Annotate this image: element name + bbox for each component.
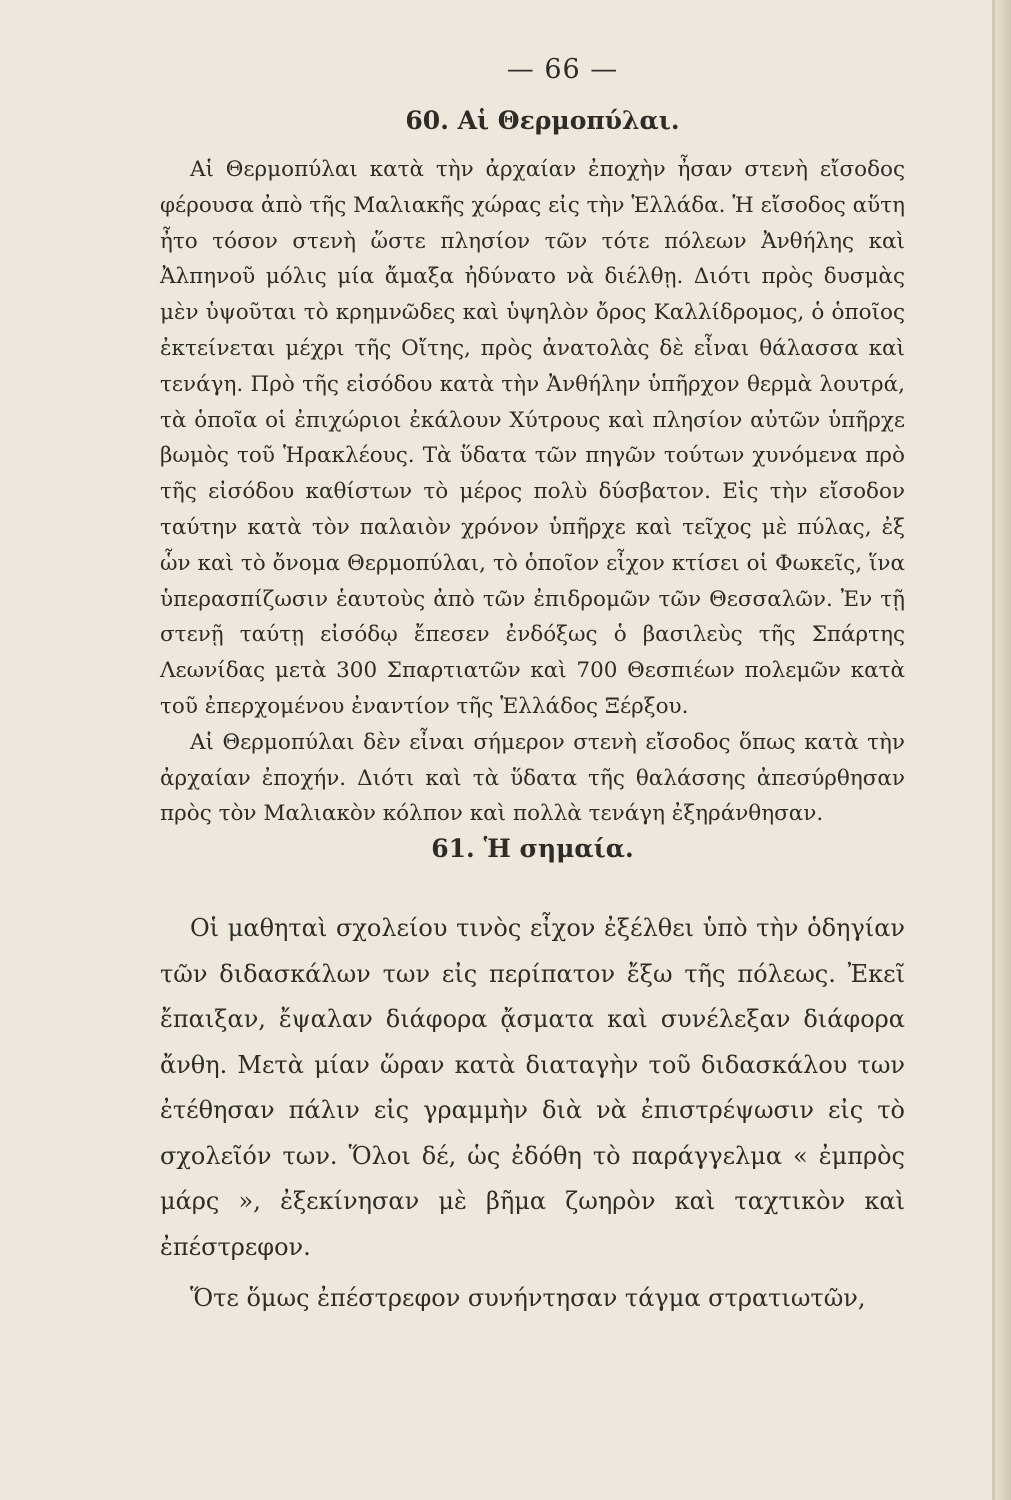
section-61-paragraph: Ὅτε ὅμως ἐπέστρεφον συνήντησαν τάγμα στρατιωτῶν, [190,1284,866,1313]
section-60-paragraph: Αἱ Θερμοπύλαι κατὰ τὴν ἀρχαίαν ἐποχὴν ἦσαν στενὴ εἴσοδος φέρουσα ἀπὸ τῆς Μαλιακῆς χώρας εἰς τὴν Ἑλλάδα. Ἡ εἴσοδος αὕτη ἦτο τόσον στενὴ ὥστε πλησίον τῶν τότε πόλεων Ἀνθήλης καὶ Ἀλπηνοῦ μόλις μία ἄμαξα ἠδύνατο νὰ διέλθῃ. Διότι πρὸς δυσμὰς μὲν ὑψοῦται τὸ κρημνῶδες καὶ ὑψηλὸν ὄρος Καλλίδρομος, ὁ ὁποῖος ἐκτείνεται μέχρι τῆς Οἴτης, πρὸς ἀνατολὰς δὲ εἶναι θάλασσα καὶ τενάγη. Πρὸ τῆς εἰσόδου κατὰ τὴν Ἀνθήλην ὑπῆρχον θερμὰ λουτρά, τὰ ὁποῖα οἱ ἐπιχώριοι ἐκάλουν Χύτρους καὶ πλησίον αὐτῶν ὑπῆρχε βωμὸς τοῦ Ἡρακλέους. Τὰ ὕδατα τῶν πηγῶν τούτων χυνόμενα πρὸ τῆς εἰσόδου καθίστων τὸ μέρος πολὺ δύσβατον. Εἰς τὴν εἴσοδον ταύτην κατὰ τὸν παλαιὸν χρόνον ὑπῆρχε καὶ τεῖχος μὲ πύλας, ἐξ ὧν καὶ τὸ ὄνομα Θερμοπύλαι, τὸ ὁποῖον εἶχον κτίσει οἱ Φωκεῖς, ἵνα ὑπερασπίζωσιν ἑαυτοὺς ἀπὸ τῶν ἐπιδρομῶν τῶν Θεσσαλῶν. Ἐν τῇ στενῇ ταύτῃ εἰσόδῳ ἔπεσεν ἐνδόξως ὁ βασιλεὺς τῆς Σπάρτης Λεωνίδας μετὰ 300 Σπαρτιατῶν καὶ 700 Θεσπιέων πολεμῶν κατὰ τοῦ ἐπερχομένου ἐναντίον τῆς Ἑλλάδος Ξέρξου. [160,157,905,719]
section-60-paragraph: Αἱ Θερμοπύλαι δὲν εἶναι σήμερον στενὴ εἴσοδος ὅπως κατὰ τὴν ἀρχαίαν ἐποχήν. Διότι καὶ τὰ ὕδατα τῆς θαλάσσης ἀπεσύρθησαν πρὸς τὸν Μαλιακὸν κόλπον καὶ πολλὰ τενάγη ἐξηράνθησαν. [160,729,905,827]
section-60-title: 60. Αἱ Θερμοπύλαι. [405,106,680,135]
section-61-paragraph: Οἱ μαθηταὶ σχολείου τινὸς εἶχον ἐξέλθει ὑπὸ τὴν ὁδηγίαν τῶν διδασκάλων των εἰς περίπατον ἔξω τῆς πόλεως. Ἐκεῖ ἔπαιξαν, ἔψαλαν διάφορα ᾄσματα καὶ συνέλεξαν διάφορα ἄνθη. Μετὰ μίαν ὥραν κατὰ διαταγὴν τοῦ διδασκάλου των ἐτέθησαν πάλιν εἰς γραμμὴν διὰ νὰ ἐπιστρέψωσιν εἰς τὸ σχολεῖόν των. Ὅλοι δέ, ὡς ἐδόθη τὸ παράγγελμα « ἐμπρὸς μάρς », ἐξεκίνησαν μὲ βῆμα ζωηρὸν καὶ ταχτικὸν καὶ ἐπέστρεφον. [160,914,905,1261]
page-edge [995,0,1011,1500]
page-number: — 66 — [506,54,619,85]
section-61-title: 61. Ἡ σημαία. [431,834,634,864]
section-spacer [160,880,905,900]
page-content [160,50,905,1322]
